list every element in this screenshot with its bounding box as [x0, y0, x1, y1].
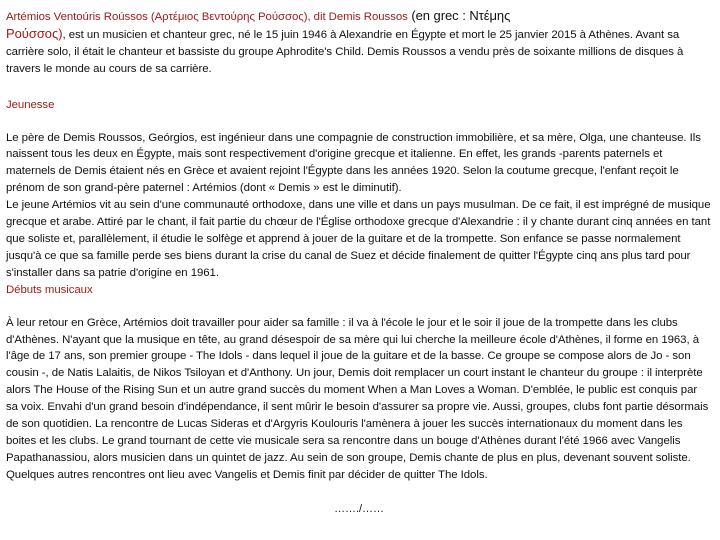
intro-lead: Artémios Ventoúris Roússos (Αρτέμιος Βεντούρης Ρούσσος), dit Demis Roussos [6, 11, 408, 23]
intro-greek-name: Ρούσσος) [6, 25, 63, 41]
intro-rest: , est un musicien et chanteur grec, né le 15 juin 1946 à Alexandrie en Égypte et mort le 25 janvier 2015 à Athènes. Avant sa carrière solo, il était le chanteur et bassiste du groupe Aphrodite's Child. Demis Roussos a vendu près de soixante millions de disques à travers le monde au cours de sa carrière. [6, 28, 684, 75]
intro-lang-note: (en grec : Ντέμης [407, 8, 511, 23]
section-heading-debuts: Débuts musicaux [6, 283, 93, 296]
debuts-paragraph-1: À leur retour en Grèce, Artémios doit travailler pour aider sa famille : il va à l'école le jour et le soir il joue de la trompette dans les clubs d'Athènes. N'ayant que la musique en tête, au grand désespoir de sa mère qui lui cherche la meilleure école d'Athènes, il forme en 1963, à l'âge de 17 ans, son premier groupe - The Idols - dans lequel il joue de la guitare et de la basse. Ce groupe se compose alors de Jo - son cousin -, de Natis Lalaitis, de Nikos Tsiloyan et d'Anthony. Un jour, Demis doit remplacer un court instant le chanteur du groupe : il interprète alors The House of the Rising Sun et un autre grand succès du moment When a Man Loves a Woman. D'emblée, le public est conquis par sa voix. Envahi d'un grand besoin d'indépendance, il sent mûrir le besoin d'assurer sa propre vie. Aussi, groupes, clubs font partie désormais de son quotidien. La rencontre de Lucas Sideras et d'Argyris Koulouris l'amènera à jouer les succès internationaux du moment dans les boites et les clubs. Le grand tournant de cette vie musicale sera sa rencontre dans un bouge d'Athènes durant l'été 1966 avec Vangelis Papathanassiou, alors musicien dans un quintet de jazz. Au sein de son groupe, Demis chante de plus en plus, devenant souvent soliste. Quelques autres rencontres ont lieu avec Vangelis et Demis finit par décider de quitter The Idols. [6, 316, 709, 481]
section-heading-jeunesse: Jeunesse [6, 98, 55, 111]
page-continuation-marker: ……./…… [334, 502, 384, 515]
jeunesse-paragraph-2: Le jeune Artémios vit au sein d'une communauté orthodoxe, dans une ville et dans un pays musulman. De ce fait, il est imprégné de musique grecque et arabe. Attiré par le chant, il fait partie du chœur de l'Église orthodoxe grecque d'Alexandrie : il y chante durant cinq années en tant que soliste et, parallèlement, il étudie le solfège et apprend à jouer de la guitare et de la trompette. Son enfance se passe normalement jusqu'à ce que sa famille perde ses biens durant la crise du canal de Suez et décide finalement de quitter l'Égypte cinq ans plus tard pour s'installer dans sa patrie d'origine en 1961. [6, 199, 711, 279]
jeunesse-paragraph-1: Le père de Demis Roussos, Geórgios, est ingénieur dans une compagnie de construction immobilière, et sa mère, Olga, une chanteuse. Ils naissent tous les deux en Égypte, mais sont respectivement d'origine grecque et italienne. En effet, les grands -parents paternels et maternels de Demis étaient nés en Grèce et avaient rejoint l'Égypte dans les années 1920. Selon la coutume grecque, l'enfant reçoit le prénom de son grand-père paternel : Artémios (dont « Demis » est le diminutif). [6, 131, 701, 195]
document-page [6, 8, 712, 518]
intro-paragraph [6, 8, 712, 78]
